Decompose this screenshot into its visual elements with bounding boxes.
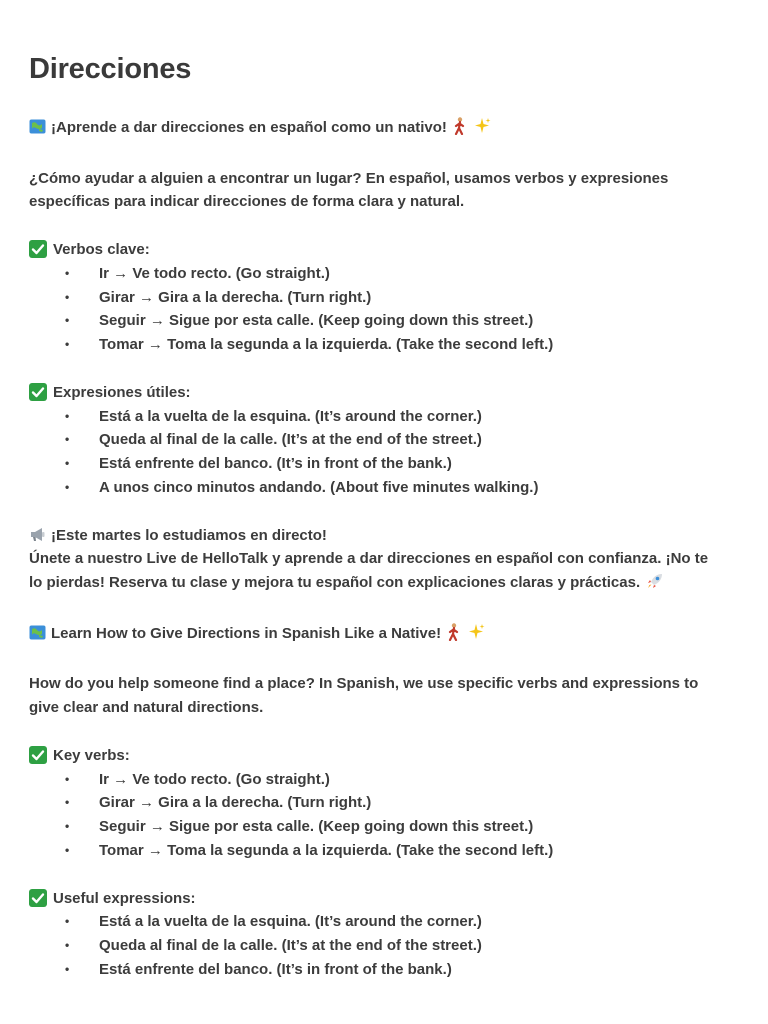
list-item: • Queda al final de la calle. (It’s at the end of the street.) [65, 937, 482, 955]
paragraph-line: lo pierdas! Reserva tu clase y mejora tu español con explicaciones claras y prácticas. [29, 571, 740, 598]
sparkles-icon [473, 117, 491, 143]
paragraph-line: Únete a nuestro Live de HelloTalk y aprende a dar direcciones en español con confianza. ¡No te [29, 550, 709, 568]
en-intro-text: Learn How to Give Directions in Spanish Like a Native! [51, 624, 442, 642]
check-mark-icon [29, 889, 47, 907]
list-item: • Tomar → Toma la segunda a la izquierda. (Take the second left.) [65, 336, 554, 354]
check-mark-icon [29, 746, 47, 764]
list-item: • Ir → Ve todo recto. (Go straight.) [65, 264, 330, 282]
es-expressions-list [29, 405, 740, 500]
en-intro-line [29, 622, 740, 649]
page-title: Direcciones [29, 53, 192, 85]
en-verbs-heading [29, 744, 740, 768]
list-item: • Está a la vuelta de la esquina. (It’s around the corner.) [65, 407, 482, 425]
es-verbs-list [29, 262, 740, 357]
es-intro-text: ¡Aprende a dar direcciones en español como un nativo! [51, 119, 447, 136]
sparkles-icon [467, 623, 485, 649]
world-map-icon [29, 118, 46, 135]
es-verbs-heading [29, 238, 740, 262]
en-verbs-list [29, 768, 740, 863]
person-walking-icon [447, 623, 461, 649]
list-item: • Seguir → Sigue por esta calle. (Keep going down this street.) [65, 312, 534, 330]
live-heading [29, 524, 740, 548]
list-item: • Está a la vuelta de la esquina. (It’s around the corner.) [65, 913, 482, 931]
es-expressions-heading [29, 381, 740, 405]
paragraph-line: give clear and natural directions. [29, 699, 264, 717]
list-item: • Girar → Gira a la derecha. (Turn right.) [65, 794, 372, 812]
list-item: • Ir → Ve todo recto. (Go straight.) [65, 770, 330, 788]
rocket-icon [646, 572, 664, 598]
es-intro-paragraph [29, 167, 740, 215]
es-intro-line [29, 116, 740, 143]
heading-text: Key verbs: [53, 746, 130, 764]
live-heading-text: ¡Este martes lo estudiamos en directo! [51, 526, 327, 544]
live-paragraph [29, 547, 740, 598]
paragraph-line: específicas para indicar direcciones de forma clara y natural. [29, 193, 465, 211]
paragraph-line: How do you help someone find a place? In Spanish, we use specific verbs and expressions to [29, 675, 699, 693]
en-intro-paragraph [29, 672, 740, 720]
en-expressions-heading [29, 887, 740, 911]
list-item: • Está enfrente del banco. (It’s in front of the bank.) [65, 455, 452, 473]
person-walking-icon [453, 117, 467, 143]
heading-text: Verbos clave: [53, 240, 150, 258]
list-item: • Seguir → Sigue por esta calle. (Keep going down this street.) [65, 818, 534, 836]
list-item: • Está enfrente del banco. (It’s in front of the bank.) [65, 960, 452, 978]
en-expressions-list [29, 910, 740, 981]
check-mark-icon [29, 240, 47, 258]
list-item: • Queda al final de la calle. (It’s at the end of the street.) [65, 431, 482, 449]
list-item: • Tomar → Toma la segunda a la izquierda. (Take the second left.) [65, 841, 554, 859]
check-mark-icon [29, 383, 47, 401]
megaphone-icon [29, 526, 46, 543]
heading-text: Useful expressions: [53, 889, 196, 907]
paragraph-line: ¿Cómo ayudar a alguien a encontrar un lugar? En español, usamos verbos y expresiones [29, 169, 669, 187]
world-map-icon [29, 624, 46, 641]
list-item: • A unos cinco minutos andando. (About five minutes walking.) [65, 478, 539, 496]
heading-text: Expresiones útiles: [53, 383, 191, 401]
list-item: • Girar → Gira a la derecha. (Turn right.) [65, 288, 372, 306]
